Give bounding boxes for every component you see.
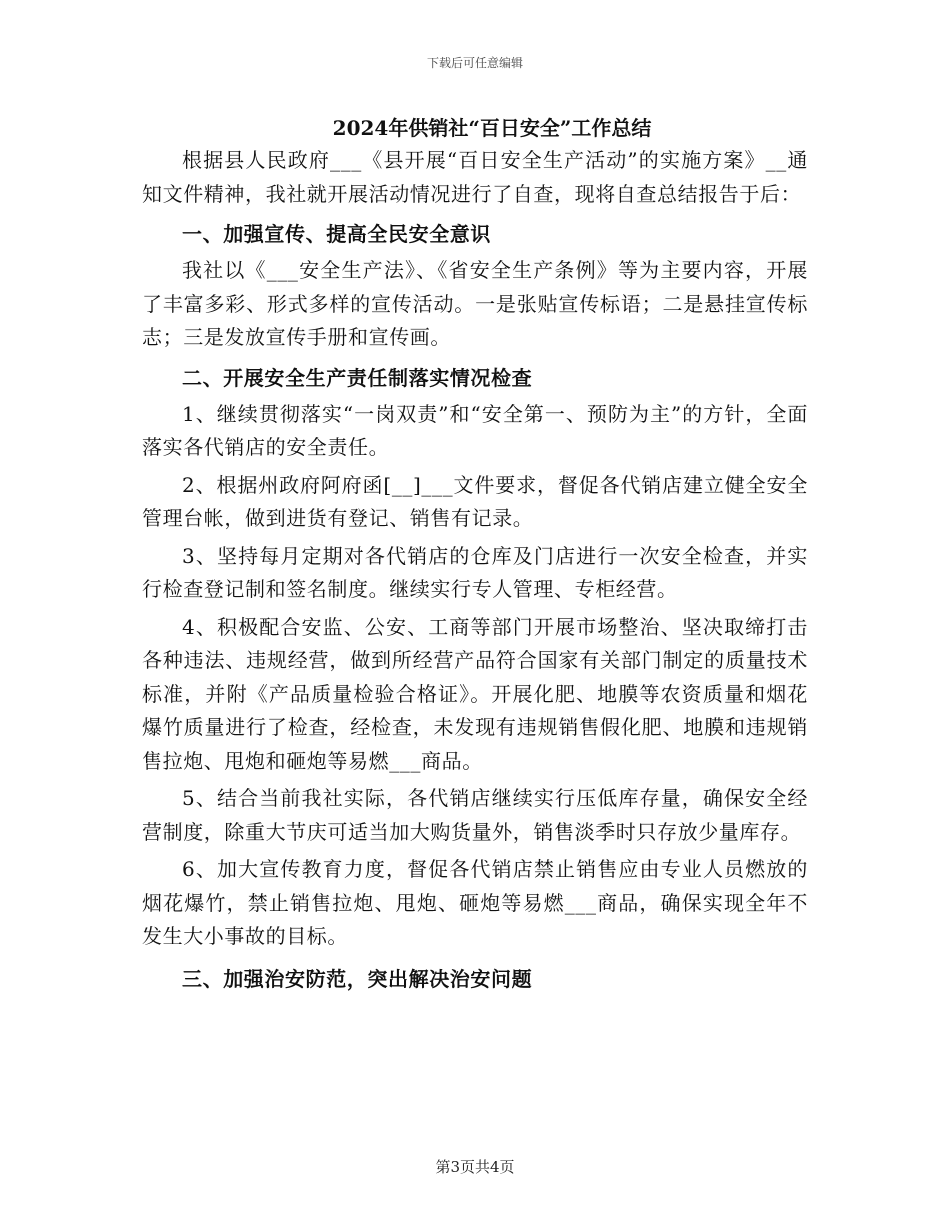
document-title: 2024年供销社“百日安全”工作总结 xyxy=(332,116,652,140)
section-2-item-3: 3、坚持每月定期对各代销店的仓库及门店进行一次安全检查，并实行检查登记制和签名制度。继续实行专人管理、专柜经营。 xyxy=(142,543,808,601)
document-body xyxy=(142,112,808,999)
section-2-item-5: 5、结合当前我社实际，各代销店继续实行压低库存量，确保安全经营制度，除重大节庆可适当加大购货量外，销售淡季时只存放少量库存。 xyxy=(142,786,808,844)
section-2-item-1: 1、继续贯彻落实“一岗双责”和“安全第一、预防为主”的方针，全面落实各代销店的安全责任。 xyxy=(142,401,808,459)
section-heading-3: 三、加强治安防范，突出解决治安问题 xyxy=(182,966,533,991)
intro-paragraph: 根据县人民政府___《县开展“百日安全生产活动”的实施方案》__通知文件精神，我社就开展活动情况进行了自查，现将自查总结报告于后： xyxy=(142,148,808,206)
page-header-note: 下载后可任意编辑 xyxy=(426,56,523,70)
page-number: 第3页共4页 xyxy=(435,1158,515,1176)
section-2-item-6: 6、加大宣传教育力度，督促各代销店禁止销售应由专业人员燃放的烟花爆竹，禁止销售拉炮、甩炮、砸炮等易燃___商品，确保实现全年不发生大小事故的目标。 xyxy=(142,857,808,948)
section-heading-2: 二、开展安全生产责任制落实情况检查 xyxy=(182,365,533,390)
section-heading-1: 一、加强宣传、提高全民安全意识 xyxy=(182,222,491,246)
section-1-paragraph-1: 我社以《___安全生产法》、《省安全生产条例》等为主要内容，开展了丰富多彩、形式多样的宣传活动。一是张贴宣传标语；二是悬挂宣传标志；三是发放宣传手册和宣传画。 xyxy=(142,258,808,349)
section-2-item-4: 4、积极配合安监、公安、工商等部门开展市场整治、坚决取缔打击各种违法、违规经营，做到所经营产品符合国家有关部门制定的质量技术标准，并附《产品质量检验合格证》。开展化肥、地膜等农资质量和烟花爆竹质量进行了检查，经检查，未发现有违规销售假化肥、地膜和违规销售拉炮、甩炮和砸炮等易燃___商品。 xyxy=(142,614,808,773)
section-2-item-2: 2、根据州政府阿府函[__]___文件要求，督促各代销店建立健全安全管理台帐，做到进货有登记、销售有记录。 xyxy=(142,472,808,530)
